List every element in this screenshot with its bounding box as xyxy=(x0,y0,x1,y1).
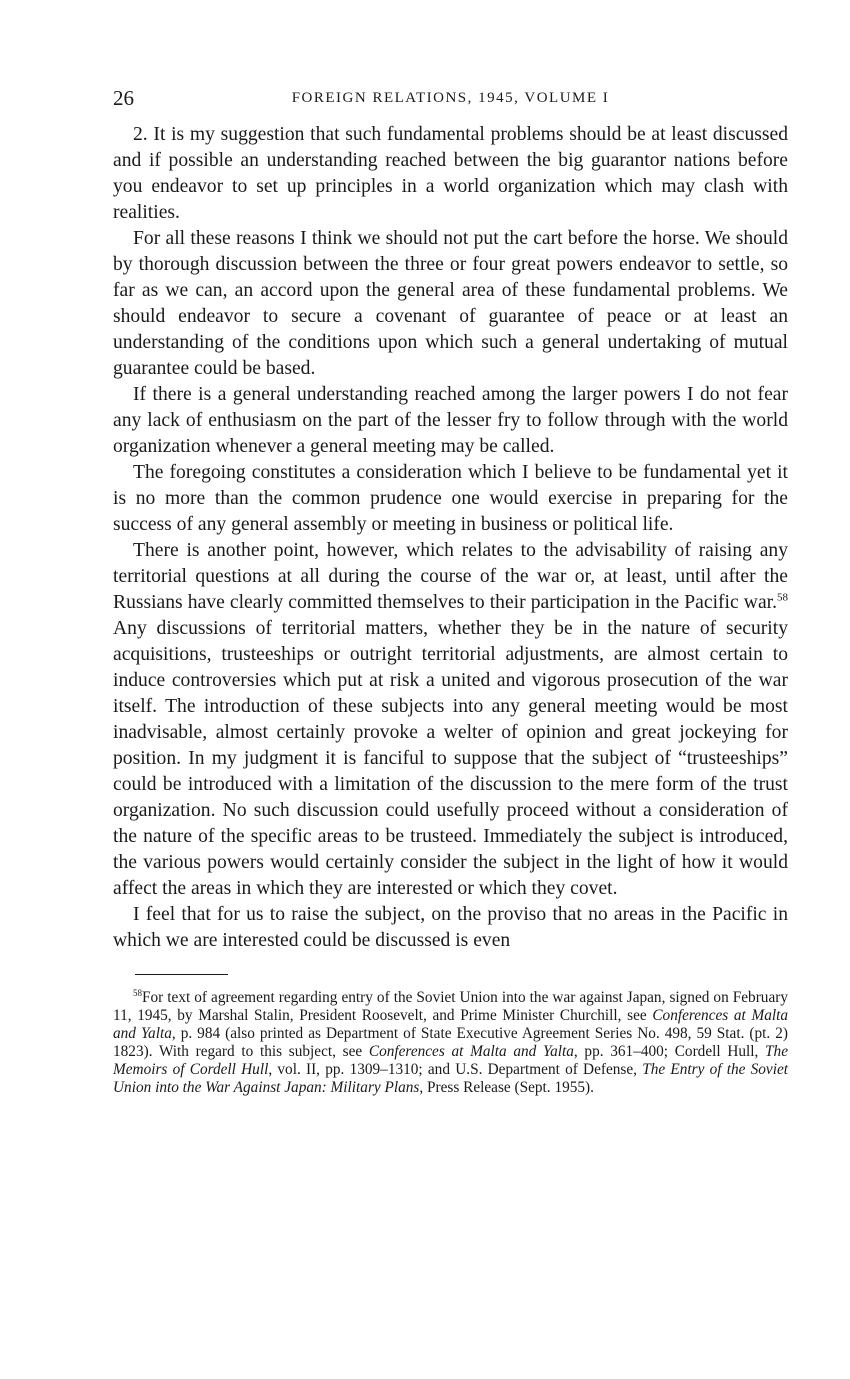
paragraph-1: 2. It is my suggestion that such fundamental problems should be at least discussed and if possible an understanding reached between the big guarantor nations before you endeavor to set up principles in a world organization which may clash with realities. xyxy=(113,124,788,223)
running-head: FOREIGN RELATIONS, 1945, VOLUME I xyxy=(291,90,610,106)
paragraph-3: If there is a general understanding reached among the larger powers I do not fear any lack of enthusiasm on the part of the lesser fry to follow through with the world organization whenever a general meeting may be called. xyxy=(113,384,788,457)
footnote-divider xyxy=(135,974,228,975)
footnote-text: , vol. II, pp. 1309–1310; and U.S. Department of Defense, xyxy=(268,1061,643,1078)
footnote-title: Conferences at Malta and Yalta xyxy=(113,1007,788,1042)
page-number: 26 xyxy=(113,86,134,110)
body-text xyxy=(113,122,788,954)
footnote-text: , pp. 361–400; Cordell Hull, xyxy=(573,1043,766,1060)
paragraph-5 xyxy=(113,538,788,902)
paragraph-5-text-a: There is another point, however, which relates to the advisability of raising any territorial questions at all during the course of the war or, at least, until after the Russians have clearly committed themselves to their participation in the Pacific war. xyxy=(113,540,788,613)
paragraph-2: For all these reasons I think we should not put the cart before the horse. We should by thorough discussion between the three or four great powers endeavor to settle, so far as we can, an accord upon the general area of these fundamental problems. We should endeavor to secure a covenant of guarantee of peace or at least an understanding of the conditions upon which such a general undertaking of mutual guarantee could be based. xyxy=(113,228,788,379)
paragraph-6: I feel that for us to raise the subject, on the proviso that no areas in the Pacific in which we are interested could be discussed is even xyxy=(113,904,788,951)
footnote-number: 58 xyxy=(133,987,142,998)
paragraph-5-text-b: Any discussions of territorial matters, whether they be in the nature of security acquisitions, trusteeships or outright territorial adjustments, are almost certain to induce controversies which put at risk a united and vigorous prosecution of the war itself. The introduction of these subjects into any general meeting would be most inadvisable, almost certainly provoke a welter of opinion and great jockeying for position. In my judgment it is fanciful to suppose that the subject of “trusteeships” could be introduced with a limitation of the discussion to the mere form of the trust organization. No such discussion could usefully proceed without a consideration of the nature of the specific areas to be trusteed. Immediately the subject is introduced, the various powers would certainly consider the subject in the light of how it would affect the areas in which they are interested or which they covet. xyxy=(113,618,788,899)
footnote-reference: 58 xyxy=(777,591,788,604)
paragraph-4: The foregoing constitutes a consideration which I believe to be fundamental yet it is no more than the common prudence one would exercise in preparing for the success of any general assembly or meeting in business or political life. xyxy=(113,462,788,535)
footnote-text: , Press Release (Sept. 1955). xyxy=(419,1079,594,1096)
footnote-title: The Memoirs of Cordell Hull xyxy=(113,1043,788,1078)
footnote-text: , p. 984 (also printed as Department of State Executive Agreement Series No. 498, 59 Stat. (pt. 2) 1823). With regard to this subject, see xyxy=(113,1025,788,1060)
page-header xyxy=(113,86,788,116)
footnote xyxy=(113,989,788,1097)
footnote-title: The Entry of the Soviet Union into the War Against Japan: Military Plans xyxy=(113,1061,789,1096)
footnote-text: For text of agreement regarding entry of the Soviet Union into the war against Japan, signed on February 11, 1945, by Marshal Stalin, President Roosevelt, and Prime Minister Churchill, see xyxy=(113,989,788,1024)
footnote-title: Conferences at Malta and Yalta xyxy=(368,1043,574,1060)
document-page xyxy=(113,86,788,1097)
